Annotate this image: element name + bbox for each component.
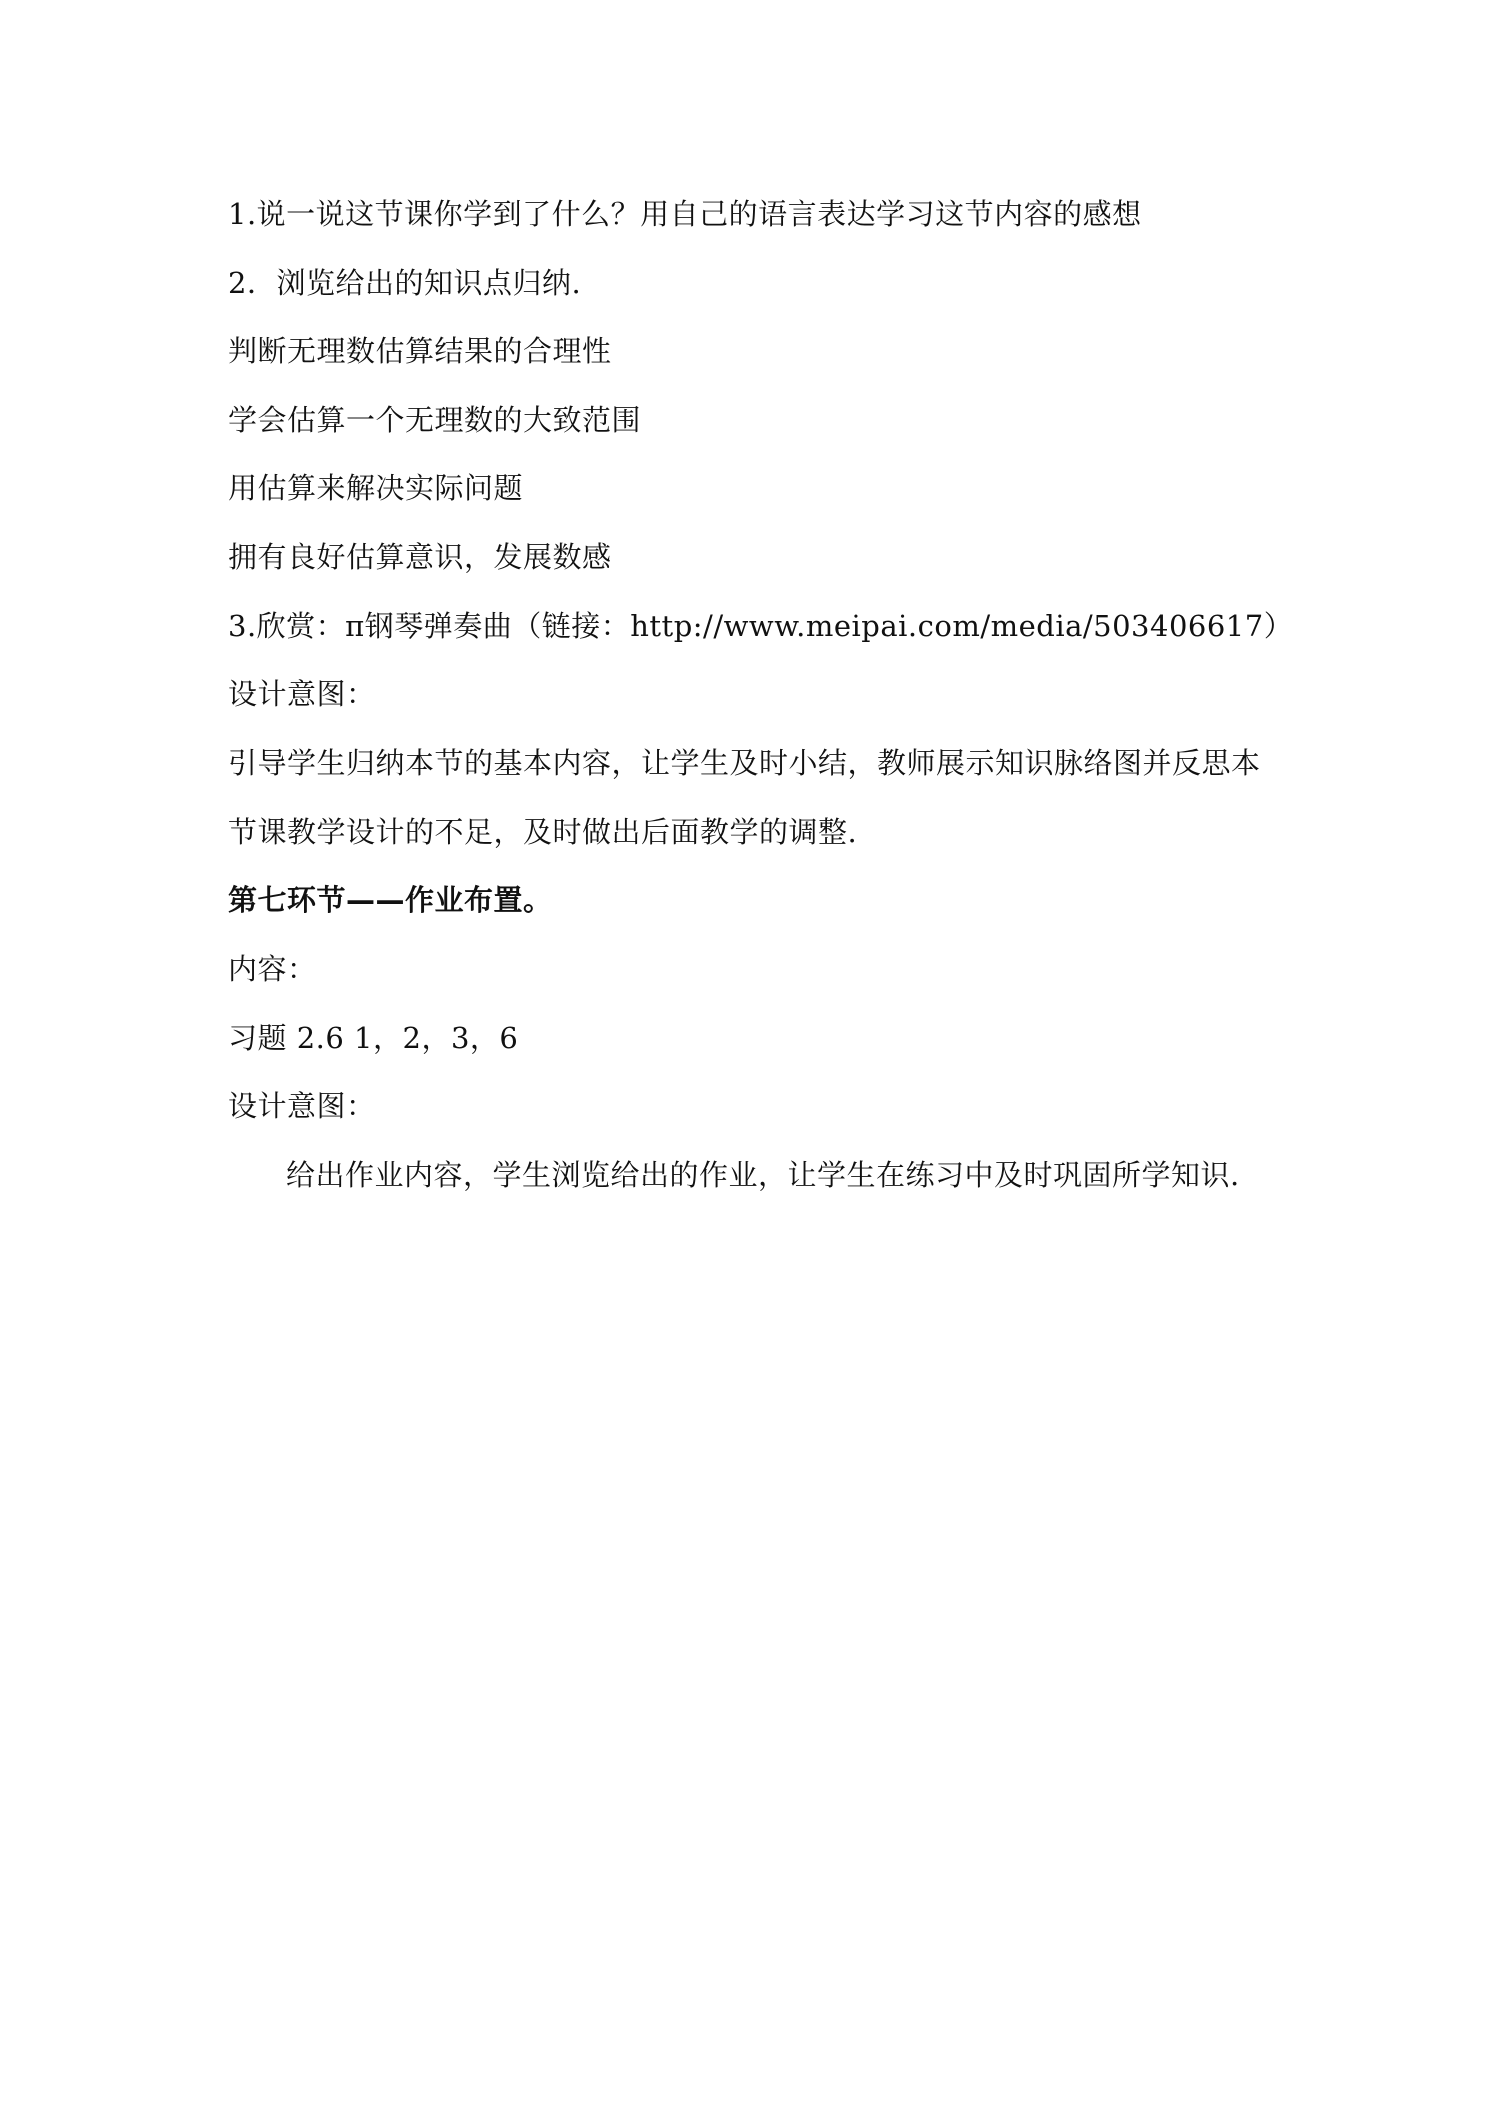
summary-question-1: 1.说一说这节课你学到了什么？用自己的语言表达学习这节内容的感想 — [228, 197, 1142, 231]
design-intent-text-1b: 节课教学设计的不足，及时做出后面教学的调整. — [228, 815, 858, 849]
design-intent-text-2: 给出作业内容，学生浏览给出的作业，让学生在练习中及时巩固所学知识. — [286, 1158, 1240, 1192]
summary-question-2: 2．浏览给出的知识点归纳. — [228, 266, 582, 300]
appreciation-link-line: 3.欣赏：π钢琴弹奏曲（链接：http://www.meipai.com/media/503406617） — [228, 609, 1294, 643]
content-label: 内容： — [228, 952, 317, 986]
section-7-heading: 第七环节——作业布置。 — [228, 883, 553, 917]
design-intent-label-2: 设计意图： — [228, 1089, 376, 1123]
knowledge-point-1: 判断无理数估算结果的合理性 — [228, 334, 612, 368]
design-intent-text-1a: 引导学生归纳本节的基本内容，让学生及时小结，教师展示知识脉络图并反思本 — [228, 746, 1261, 780]
knowledge-point-3: 用估算来解决实际问题 — [228, 471, 524, 505]
knowledge-point-2: 学会估算一个无理数的大致范围 — [228, 403, 642, 437]
design-intent-label-1: 设计意图： — [228, 677, 376, 711]
exercise-line: 习题 2.6 1，2，3，6 — [228, 1021, 519, 1055]
knowledge-point-4: 拥有良好估算意识，发展数感 — [228, 540, 612, 574]
